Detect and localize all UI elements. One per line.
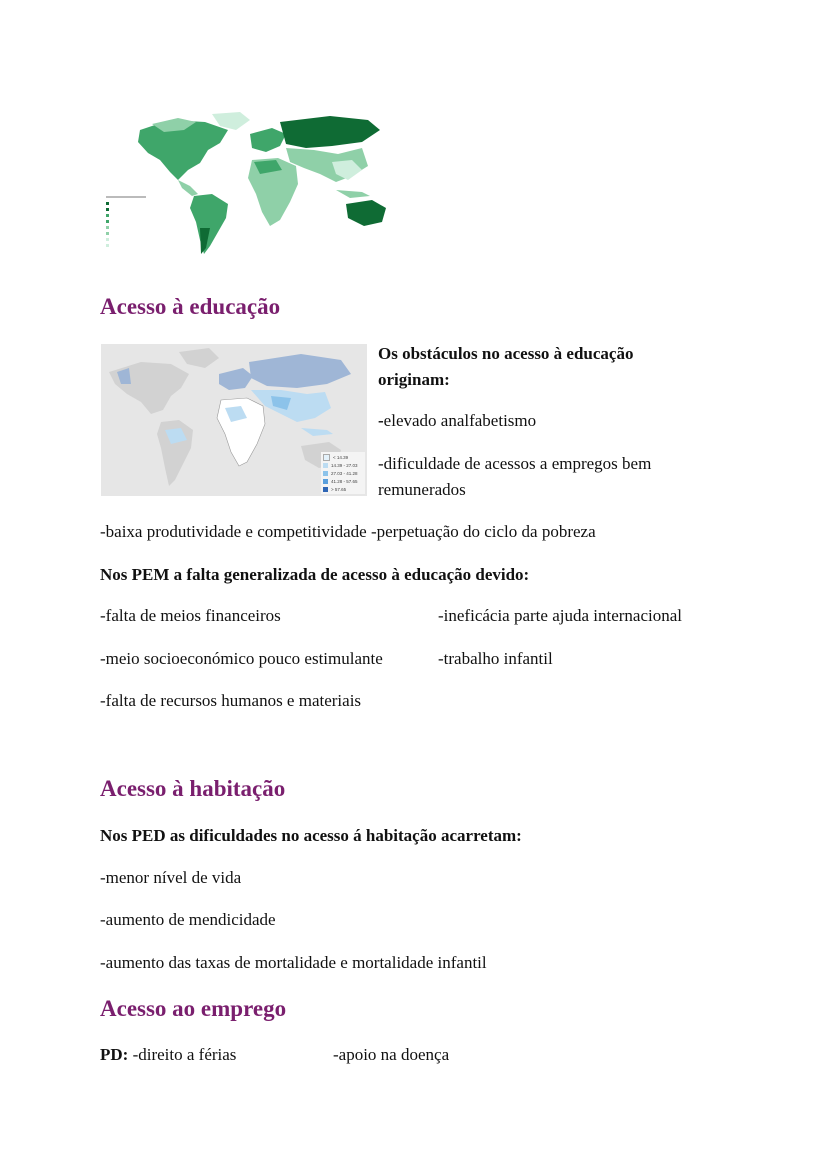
section-heading-housing: Acesso à habitação xyxy=(100,776,286,801)
housing-intro: Nos PED as dificuldades no acesso á habitação acarretam: xyxy=(100,826,522,845)
map-legend xyxy=(323,453,367,493)
employment-pd-line: PD: -direito a férias xyxy=(100,1045,237,1064)
housing-item-3: -aumento das taxas de mortalidade e mortalidade infantil xyxy=(100,953,487,972)
section-heading-employment: Acesso ao emprego xyxy=(100,996,287,1021)
pem-item-left-1: -falta de meios financeiros xyxy=(100,606,281,625)
education-item-illiteracy: -elevado analfabetismo xyxy=(378,411,537,430)
education-item-productivity: -baixa produtividade e competitividade -perpetuação do ciclo da pobreza xyxy=(100,522,596,541)
education-intro-line2: originam: xyxy=(378,370,450,389)
housing-item-2: -aumento de mendicidade xyxy=(100,910,276,929)
legend-item-3: 27.03 - 41.28 xyxy=(323,469,367,477)
legend-item-4: 41.28 - 57.65 xyxy=(323,477,367,485)
world-map-blue-image xyxy=(101,344,367,496)
world-map-green-image xyxy=(100,108,412,258)
pem-item-left-2: -meio socioeconómico pouco estimulante xyxy=(100,649,383,668)
pem-item-right-2: -trabalho infantil xyxy=(438,649,553,668)
education-item-jobs-line1: -dificuldade de acessos a empregos bem xyxy=(378,454,652,473)
employment-pd-item2: -apoio na doença xyxy=(333,1045,450,1064)
education-item-jobs-line2: remunerados xyxy=(378,480,466,499)
legend-item-5: > 57.65 xyxy=(323,485,367,493)
world-map-green-icon xyxy=(100,108,412,258)
pem-item-left-3: -falta de recursos humanos e materiais xyxy=(100,691,362,710)
pem-heading: Nos PEM a falta generalizada de acesso à educação devido: xyxy=(100,565,530,584)
housing-item-1: -menor nível de vida xyxy=(100,868,242,887)
legend-item-2: 14.39 - 27.03 xyxy=(323,461,367,469)
pem-item-right-1: -ineficácia parte ajuda internacional xyxy=(438,606,682,625)
education-intro-line1: Os obstáculos no acesso à educação xyxy=(378,344,634,363)
legend-item-1: < 14.39 xyxy=(323,453,367,461)
section-heading-education: Acesso à educação xyxy=(100,294,281,319)
